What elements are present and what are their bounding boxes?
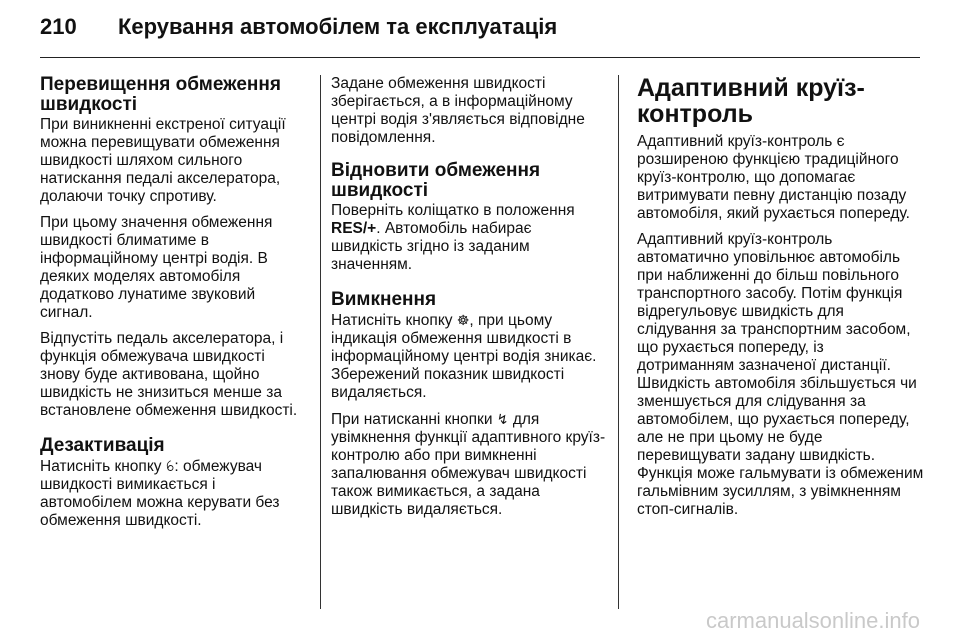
- heading-switch-off: Вимкнення: [331, 289, 437, 310]
- text-run: Натисніть кнопку: [331, 312, 453, 329]
- paragraph: При цьому значення обмеження швидкості блиматиме в інформаційному центрі водія. В деяких моделях автомобіля додатково лунатиме звуковий сигнал.: [40, 214, 273, 321]
- column-divider: [320, 75, 321, 609]
- paragraph: [40, 457, 306, 530]
- column-3: [637, 75, 925, 527]
- column-divider: [618, 75, 619, 609]
- paragraph: [331, 202, 607, 274]
- paragraph: Відпустіть педаль акселератора, і функція обмежувача швидкості знову буде активована, щойно швидкість не знизиться менше за встановлене обмеження швидкості.: [40, 330, 298, 419]
- text-run: Натисніть кнопку: [40, 458, 162, 475]
- section-deactivation: [40, 436, 306, 530]
- heading-resume: Відновити обмеження швидкості: [331, 160, 541, 201]
- section-overspeed: [40, 75, 306, 420]
- section-resume: [331, 161, 607, 274]
- res-plus-label: RES/+: [331, 220, 377, 237]
- heading-overspeed: Перевищення обмеження швидкості: [40, 74, 281, 115]
- paragraph: Адаптивний круїз-контроль автоматично уповільнює автомобіль при наближенні до більш повільного транспортного засобу. Потім функція відрегульовує швидкість для слідування за транспортним засобом, що рухається попереду, із дотриманням зазначеної дистанції. Швидкість автомобіля збільшується чи зменшується для слідування за автомобілем, що рухається попереду, але не при цьому не буде перевищувати задану швидкість. Функція може гальмувати із обмеженим гальмівним зусиллям, з увімкненням стоп-сигналів.: [637, 231, 924, 518]
- text-run: : обмежувач швидкості вимикається і автомобілем можна керувати без обмеження швидкості.: [40, 458, 280, 529]
- column-1: [40, 75, 306, 546]
- text-run: для увімкнення функції адаптивного круїз-контролю або при вимкненні запалювання обмежувач швидкості також вимикається, а задана швидкість видаляється.: [331, 411, 606, 518]
- paragraph: [331, 311, 607, 402]
- page-title: Керування автомобілем та експлуатація: [118, 14, 558, 39]
- steering-wheel-icon: ☸: [456, 312, 470, 328]
- text-run: . Автомобіль набирає швидкість згідно із заданим значенням.: [331, 220, 532, 273]
- limiter-cancel-icon: ꕃ: [165, 458, 175, 474]
- adaptive-cruise-icon: ↯: [496, 411, 509, 427]
- paragraph: Адаптивний круїз-контроль є розширеною функцією традиційного круїз-контролю, що допомагає витримувати певну дистанцію позаду автомобіля, який рухається попереду.: [637, 133, 910, 222]
- header-rule: [40, 57, 920, 58]
- section-switch-off: [331, 290, 607, 519]
- heading-deactivation: Дезактивація: [40, 435, 165, 456]
- paragraph: При виникненні екстреної ситуації можна перевищувати обмеження швидкості шляхом сильного натискання педалі акселератора, долаючи точку спротиву.: [40, 116, 286, 205]
- watermark: carmanualsonline.info: [705, 608, 920, 633]
- heading-adaptive-cruise: Адаптивний круїз-контроль: [637, 74, 865, 128]
- page-number: 210: [40, 14, 77, 39]
- text-run: , при цьому індикація обмеження швидкості в інформаційному центрі водія зникає. Збережений показник швидкості видаляється.: [331, 312, 597, 401]
- page-header: [40, 14, 920, 54]
- text-run: Поверніть коліщатко в положення: [331, 202, 575, 219]
- column-2: [331, 75, 607, 535]
- paragraph: Задане обмеження швидкості зберігається, а в інформаційному центрі водія з'являється відповідне повідомлення.: [331, 75, 585, 146]
- text-run: При натисканні кнопки: [331, 411, 493, 428]
- paragraph: [331, 410, 607, 519]
